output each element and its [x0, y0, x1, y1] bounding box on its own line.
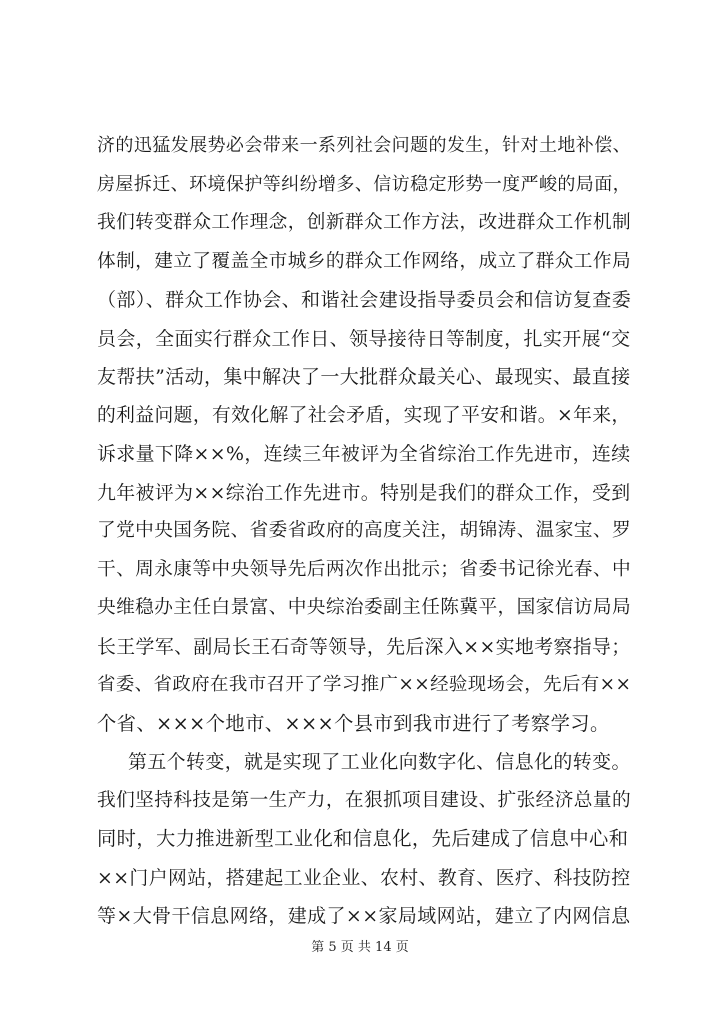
text-line: ××门户网站，搭建起工业企业、农村、教育、医疗、科技防控 — [97, 866, 631, 889]
text-line: （部）、群众工作协会、和谐社会建设指导委员会和信访复查委 — [97, 289, 632, 311]
body-text — [97, 127, 633, 936]
text-line: 我们转变群众工作理念，创新群众工作方法，改进群众工作机制 — [97, 212, 632, 233]
text-line: 长王学军、副局长王石奇等领导，先后深入××实地考察指导； — [97, 635, 631, 658]
text-line: 等×大骨干信息网络，建成了××家局域网站，建立了内网信息 — [97, 905, 631, 927]
text-line: 房屋拆迁、环境保护等纠纷增多、信访稳定形势一度严峻的局面， — [97, 173, 632, 195]
text-line: 我们坚持科技是第一生产力，在狠抓项目建设、扩张经济总量的 — [97, 789, 632, 811]
text-line: 员会，全面实行群众工作日、领导接待日等制度，扎实开展“交 — [97, 327, 631, 350]
text-line: 友帮扶”活动，集中解决了一大批群众最关心、最现实、最直接 — [97, 366, 631, 388]
text-line: 省委、省政府在我市召开了学习推广××经验现场会，先后有×× — [97, 674, 632, 695]
text-line: 体制，建立了覆盖全市城乡的群众工作网络，成立了群众工作局 — [97, 250, 632, 272]
text-line: 九年被评为××综治工作先进市。特别是我们的群众工作，受到 — [97, 481, 631, 504]
text-line: 了党中央国务院、省委省政府的高度关注，胡锦涛、温家宝、罗 — [97, 520, 632, 541]
text-line: 的利益问题，有效化解了社会矛盾，实现了平安和谐。×年来， — [97, 404, 631, 426]
paragraph-start-line: 第五个转变，就是实现了工业化向数字化、信息化的转变。 — [128, 751, 631, 773]
page-number-footer: 第 5 页 共 14 页 — [311, 940, 409, 955]
text-line: 个省、×××个地市、×××个县市到我市进行了考察学习。 — [97, 711, 610, 735]
text-line: 济的迅猛发展势必会带来一系列社会问题的发生，针对土地补偿、 — [97, 135, 632, 156]
text-line: 干、周永康等中央领导先后两次作出批示；省委书记徐光春、中 — [97, 558, 632, 580]
text-line: 央维稳办主任白景富、中央综治委副主任陈冀平，国家信访局局 — [97, 597, 632, 618]
text-line: 诉求量下降××%，连续三年被评为全省综治工作先进市，连续 — [97, 443, 631, 465]
text-line: 同时，大力推进新型工业化和信息化，先后建成了信息中心和 — [97, 827, 629, 850]
